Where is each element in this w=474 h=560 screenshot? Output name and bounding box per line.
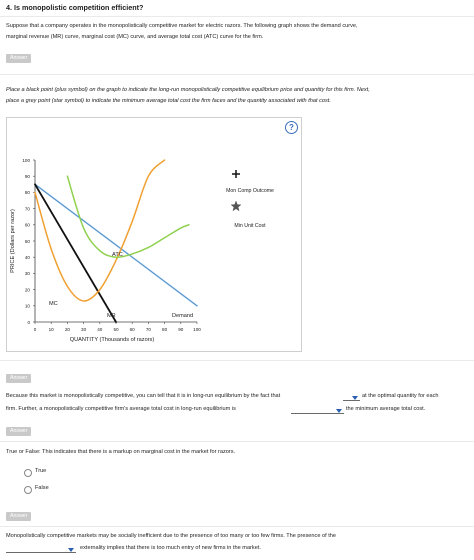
y-tick-label: 50 — [24, 238, 30, 244]
intro-line-1: Suppose that a company operates in the monopolistically competitive market for electric razors. The following graph shows the demand curve, — [6, 23, 358, 29]
mon-comp-outcome-tool[interactable] — [232, 170, 240, 178]
q2-dropdown-2[interactable] — [291, 406, 344, 414]
y-tick-label: 80 — [24, 190, 30, 196]
radio-false-label[interactable]: False — [35, 485, 49, 491]
intro-line-2: marginal revenue (MR) curve, marginal cost (MC) curve, and average total cost (ATC) curve for the firm. — [6, 34, 264, 40]
y-tick-label: 70 — [24, 206, 30, 212]
chevron-down-icon — [68, 548, 74, 552]
q2-line-1-pre: Because this market is monopolistically competitive, you can tell that it is in long-run equilibrium by the fact that — [6, 393, 281, 399]
plus-icon-dot — [235, 173, 237, 175]
x-tick-label: 20 — [64, 327, 70, 332]
star-icon — [231, 201, 241, 211]
x-tick-label: 90 — [178, 327, 184, 332]
radio-true[interactable] — [24, 469, 32, 477]
min-unit-cost-label: Min Unit Cost — [234, 223, 266, 229]
x-tick-group — [34, 322, 202, 332]
min-unit-cost-tool[interactable] — [231, 201, 241, 211]
q4-line-1: Monopolistically competitive markets may be socially inefficient due to the presence of too many or too few firms. The presence of the — [6, 533, 336, 539]
x-axis-label: QUANTITY (Thousands of razors) — [69, 337, 155, 343]
q2-line-2-post: the minimum average total cost. — [346, 406, 426, 412]
section-divider-2 — [0, 360, 474, 361]
x-tick-label: 30 — [81, 327, 87, 332]
x-tick-label: 80 — [162, 327, 168, 332]
section-divider-3 — [0, 441, 474, 442]
y-tick-label: 40 — [24, 255, 30, 260]
y-tick-label: 30 — [24, 271, 30, 277]
y-axis-label: PRICE (Dollars per razor) — [10, 209, 16, 273]
chevron-down-icon — [336, 409, 342, 413]
atc-label: ATC — [112, 252, 123, 258]
curve-group — [35, 160, 197, 322]
y-tick-label: 20 — [24, 287, 30, 293]
y-tick-label: 90 — [24, 174, 30, 179]
mc-label: MC — [49, 301, 58, 307]
answer-badge-3: Answer — [6, 427, 31, 436]
x-tick-label: 60 — [129, 327, 135, 332]
answer-badge-2: Answer — [6, 374, 31, 383]
x-tick-label: 0 — [33, 327, 37, 332]
q2-line-1-post: at the optimal quantity for each — [362, 393, 439, 399]
demand-curve — [35, 184, 197, 305]
answer-badge-4: Answer — [6, 512, 31, 521]
x-tick-label: 100 — [193, 327, 201, 332]
x-tick-label: 50 — [113, 327, 119, 332]
mr-label: MR — [107, 313, 116, 319]
y-tick-label: 0 — [27, 319, 30, 325]
x-tick-label: 10 — [48, 327, 54, 332]
x-tick-label: 40 — [97, 327, 103, 332]
radio-true-label[interactable]: True — [35, 468, 47, 474]
x-tick-label: 70 — [145, 327, 151, 332]
demand-label: Demand — [172, 313, 194, 319]
q2-line-2-pre: firm. Further, a monopolistically competitive firm's average total cost in long-run equilibrium is — [6, 406, 236, 412]
y-tick-label: 100 — [22, 157, 30, 163]
mc-curve — [35, 160, 165, 301]
question-title: 4. Is monopolistic competition efficient? — [6, 3, 144, 12]
instructions-line-1: Place a black point (plus symbol) on the graph to indicate the long-run monopolistically competitive equilibrium price and quantity for this firm. Next, — [6, 87, 370, 93]
atc-curve — [67, 176, 188, 257]
radio-false[interactable] — [24, 486, 32, 494]
section-divider-4 — [0, 526, 474, 527]
q4-line-2-post: externality implies that there is too much entry of new firms in the market. — [80, 545, 261, 551]
y-tick-group — [22, 158, 35, 325]
chevron-down-icon — [352, 396, 358, 400]
help-icon[interactable]: ? — [285, 121, 298, 134]
q2-dropdown-1[interactable] — [343, 393, 360, 401]
q3-prompt: True or False: This indicates that there is a markup on marginal cost in the market for razors. — [6, 449, 236, 455]
answer-badge-1: Answer — [6, 54, 31, 63]
y-tick-label: 10 — [24, 303, 30, 309]
q4-dropdown[interactable] — [6, 545, 76, 553]
instructions-line-2: place a grey point (star symbol) to indicate the minimum average total cost the firm faces and the quantity associated with that cost. — [6, 98, 331, 104]
y-tick-label: 60 — [24, 222, 30, 228]
mon-comp-outcome-label: Mon Comp Outcome — [226, 188, 274, 194]
